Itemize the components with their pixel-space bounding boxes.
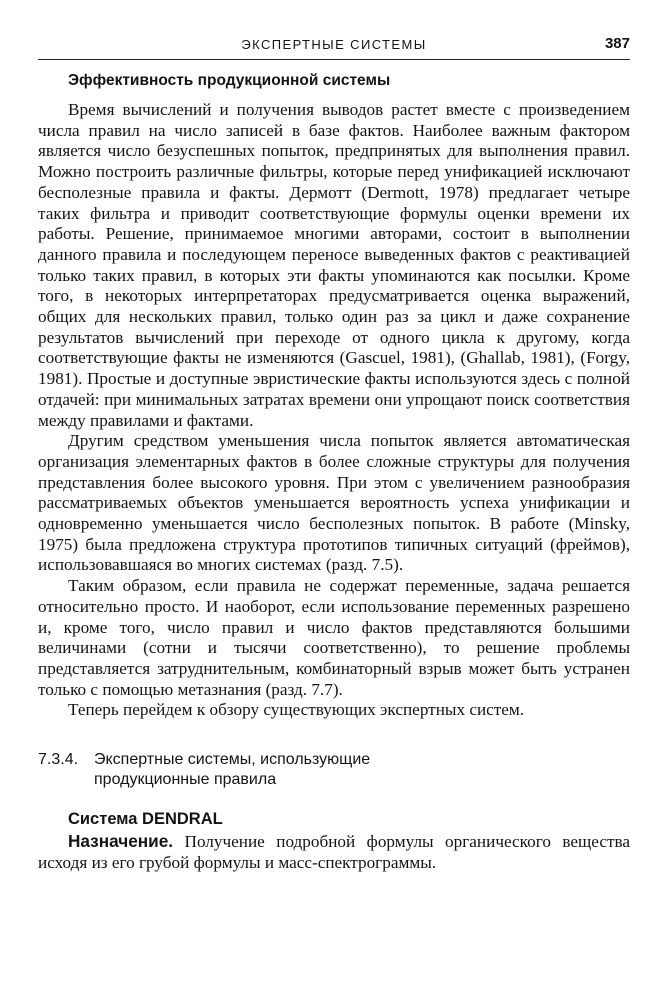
paragraph-structures: Другим средством уменьшения числа попыток является автоматическая организация элементарных фактов в более сложные структуры для получения представления более высокого уровня. При этом с увеличением разнообразия рассматриваемых объектов уменьшается вероятность успеха унификации и одновременно уменьшается число бесполезных попыток. В работе (Minsky, 1975) была предложена структура прототипов типичных ситуаций (фреймов), использовавшаяся во многих системах (разд. 7.5).	[38, 431, 630, 575]
subsection-title-line2: продукционные правила	[94, 771, 277, 789]
page-header	[38, 35, 630, 60]
paragraph-efficiency: Время вычислений и получения выводов растет вместе с произведением числа правил на число записей в базе фактов. Наиболее важным фактором является число безуспешных попыток, предпринятых для выполнения правил. Можно построить различные фильтры, которые перед унификацией исключают бесполезные правила и факты. Дермотт (Dermott, 1978) предлагает четыре таких фильтра и приводит соответствующие формулы оценки времени их работы. Решение, принимаемое многими авторами, состоит в выполнении данного правила и последующем переносе выведенных фактов с реактивацией только таких правил, в которых эти факты упоминаются как посылки. Кроме того, в некоторых интерпретаторах предусматривается оценка выражений, общих для нескольких правил, только один раз за цикл и даже сохранение результатов вычислений при переходе от одного цикла к другому, когда соответствующие факты не изменяются (Gascuel, 1981), (Ghallab, 1981), (Forgy, 1981). Простые и доступные эвристические факты используются здесь с полной отдачей: при минимальных затратах времени они упрощают поиск соответствия между правилами и фактами.	[38, 100, 630, 430]
paragraph-transition: Теперь перейдем к обзору существующих экспертных систем.	[68, 700, 525, 720]
system-purpose	[38, 831, 630, 873]
purpose-label: Назначение.	[68, 831, 174, 852]
subsection-heading	[38, 750, 630, 790]
page-body	[38, 72, 630, 874]
system-title: Система DENDRAL	[68, 810, 223, 829]
purpose-text: Получение подробной формулы органического вещества исходя из его грубой формулы и масс-спектрограммы.	[38, 832, 630, 872]
subsection-title-line1: Экспертные системы, использующие	[94, 751, 371, 769]
running-title: ЭКСПЕРТНЫЕ СИСТЕМЫ	[241, 37, 427, 52]
subsection-number: 7.3.4.	[38, 751, 79, 769]
paragraph-variables: Таким образом, если правила не содержат переменные, задача решается относительно просто. И наоборот, если использование переменных разрешено и, кроме того, число правил и число фактов представляются большими величинами (сотни и тысячи соответственно), то решение проблемы представляется затруднительным, комбинаторный взрыв может быть устранен только с помощью метазнания (разд. 7.7).	[38, 576, 630, 699]
section-title: Эффективность продукционной системы	[68, 72, 391, 89]
page-number: 387	[604, 35, 630, 52]
